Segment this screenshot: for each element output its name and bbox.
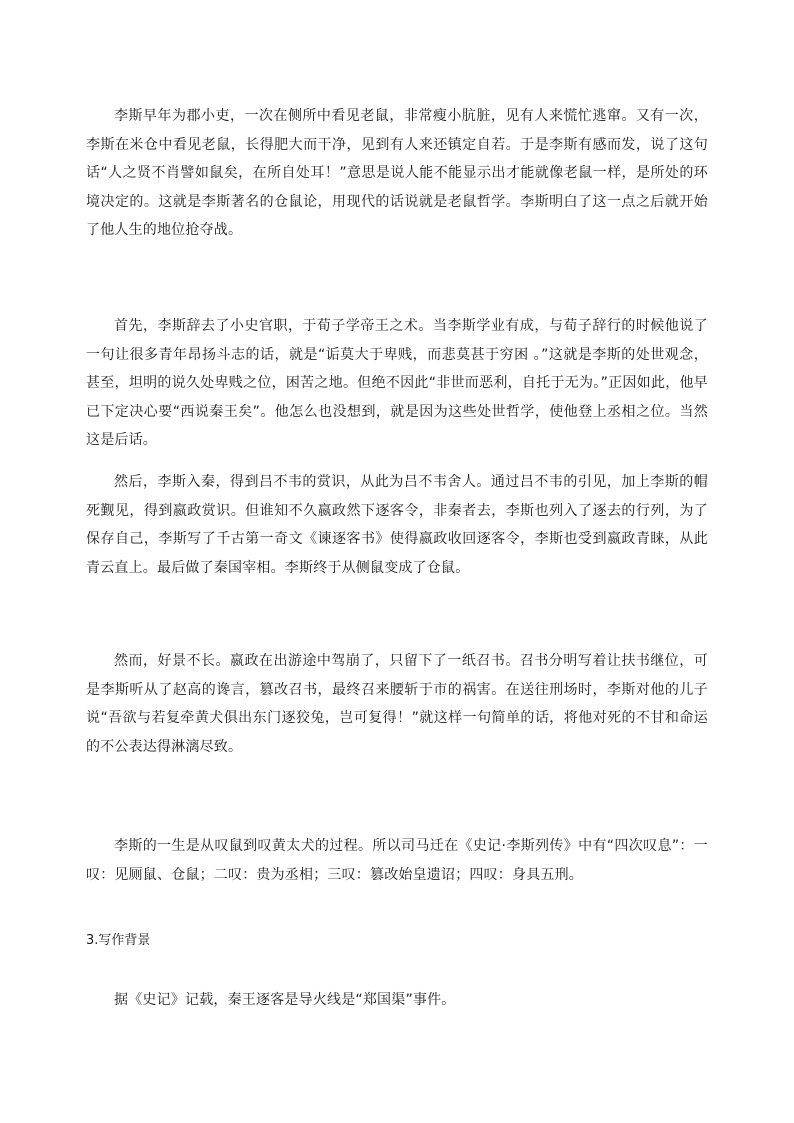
paragraph-downfall: 然而，好景不长。嬴政在出游途中驾崩了，只留下了一纸召书。召书分明写着让扶书继位，可是李斯听从了赵高的谗言，篡改召书，最终召来腰斩于市的祸害。在送往刑场时，李斯对他的儿子说“吾欲与若复牵黄犬俱出东门逐狡兔，岂可复得！”就这样一句简单的话，将他对死的不甘和命运的不公表达得淋漓尽致。: [86, 653, 708, 755]
section-heading: 3.写作背景: [86, 933, 151, 948]
paragraph-four-sighs: 李斯的一生是从叹鼠到叹黄太犬的过程。所以司马迁在《史记·李斯列传》中有“四次叹息”：一叹：见厕鼠、仓鼠；二叹：贵为丞相；三叹：篡改始皇遗诏；四叹：身具五刑。: [86, 838, 708, 883]
paragraph-background: 据《史记》记载，秦王逐客是导火线是“郑国渠”事件。: [114, 992, 456, 1008]
paragraph-rat-philosophy: 李斯早年为郡小吏，一次在侧所中看见老鼠，非常瘦小肮脏，见有人来慌忙逃窜。又有一次，李斯在米仓中看见老鼠，长得肥大而干净，见到有人来还镇定自若。于是李斯有感而发，说了这句话“人之贤不肖譬如鼠矣，在所自处耳！”意思是说人能不能显示出才能就像老鼠一样，是所处的环境决定的。这就是李斯著名的仓鼠论，用现代的话说就是老鼠哲学。李斯明白了这一点之后就开始了他人生的地位抢夺战。: [86, 108, 708, 238]
paragraph-enters-qin: 然后，李斯入秦，得到吕不韦的赏识，从此为吕不韦舍人。通过吕不韦的引见，加上李斯的帽死觐见，得到嬴政赏识。但谁知不久嬴政然下逐客令，非秦者去，李斯也列入了逐去的行列，为了保存自己，李斯写了千古第一奇文《谏逐客书》使得嬴政收回逐客令，李斯也受到嬴政青睐，从此青云直上。最后做了秦国宰相。李斯终于从侧鼠变成了仓鼠。: [86, 474, 708, 576]
paragraph-studies-with-xunzi: 首先，李斯辞去了小史官职，于荀子学帝王之术。当李斯学业有成，与荀子辞行的时候他说了一句让很多青年昂扬斗志的话，就是“诟莫大于卑贱，而悲莫甚于穷困 。”这就是李斯的处世观念，甚至，坦明的说久处卑贱之位，困苦之地。但绝不因此“非世而恶利，自托于无为。”正因如此，他早已下定决心要“西说秦王矣”。他怎么也没想到，就是因为这些处世哲学，使他登上丞相之位。当然这是后话。: [86, 318, 708, 448]
